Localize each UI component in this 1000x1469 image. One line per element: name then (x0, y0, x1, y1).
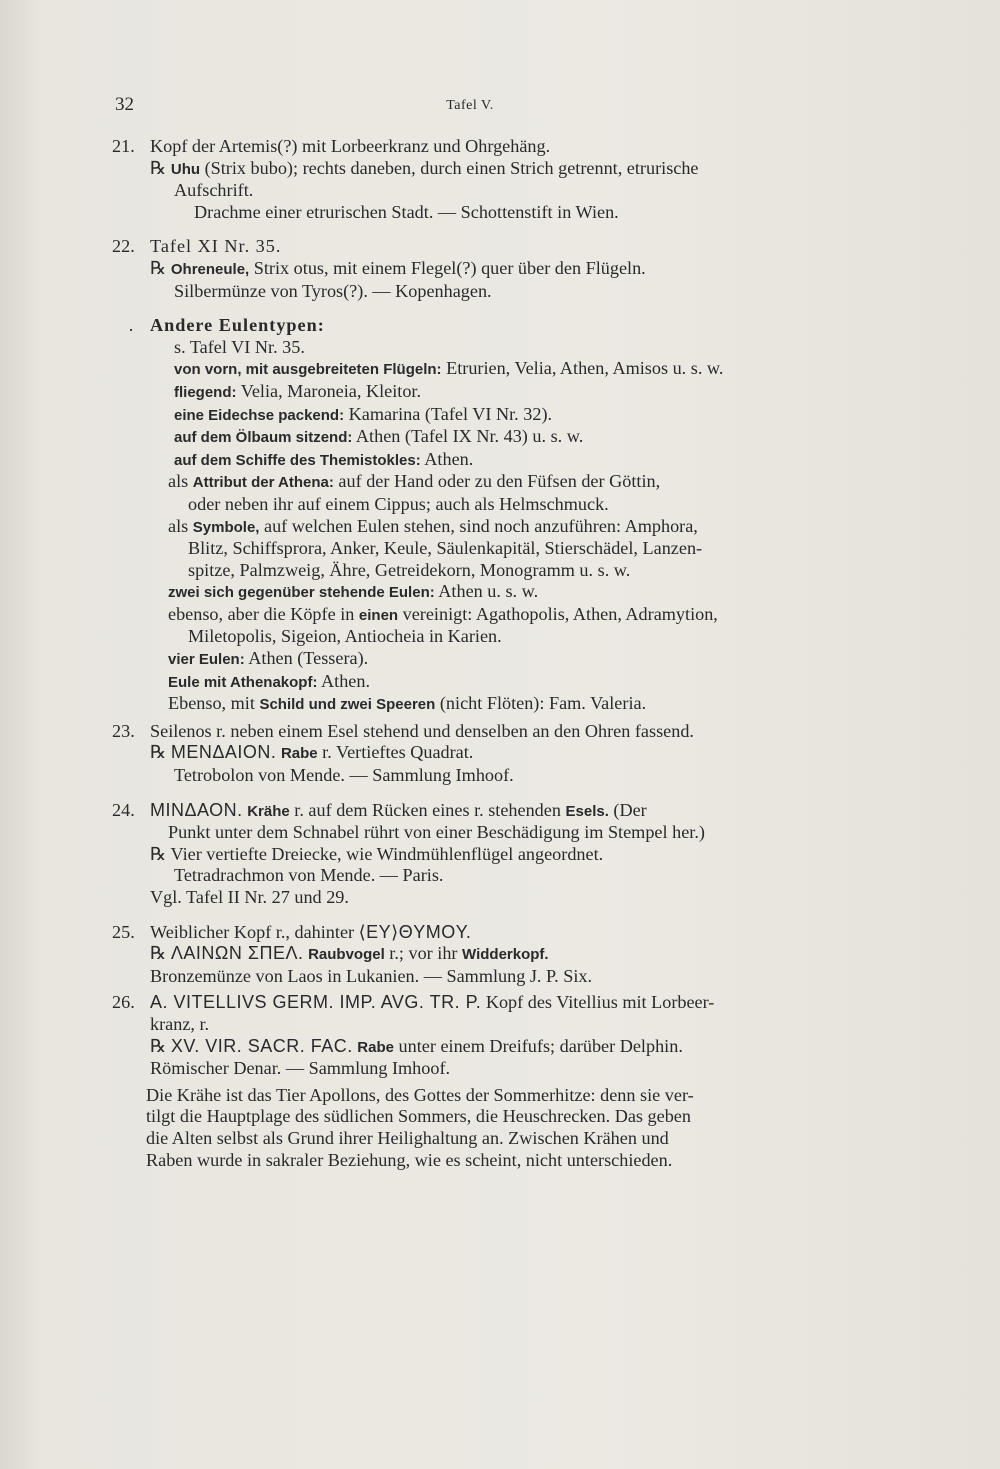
entry-22-line-3: Silbermünze von Tyros(?). — Kopenhagen. (174, 280, 492, 301)
entry-number: 26. (112, 992, 135, 1013)
entry-21 (112, 136, 832, 223)
greek-legend: ⟨EY⟩ΘYMOY. (358, 921, 472, 942)
page-number: 32 (115, 94, 134, 115)
section-heading: Andere Eulentypen: (150, 315, 325, 336)
other-owl-types: . Andere Eulentypen: s. Tafel VI Nr. 35. von vorn, mit ausgebreiteten Flügeln: Etrurien, Velia, Athen, Amisos u. s. w. fliegend: Velia, Maroneia, Kleitor. eine Eidechse packend: Kamarina (Tafel VI Nr. 32). auf dem Ölbaum sitzend: Athen (Tafel IX Nr. 43) u. s. w. auf dem Schiffe des Themistokles: Athen. als Attribut der Athena: auf der Hand oder zu den Füfsen der Göttin, oder neben ihr auf einem Cippus; auch als Helmschmuck. als Symbole, auf welchen Eulen stehen, sind noch anzuführen: Amphora, Blitz, Schiffsprora, Anker, Keule, Säulenkapitäl, Stierschädel, Lanzen- spitze, Palmzweig, Ähre, Getreidekorn, Monogramm u. s. w. zwei sich gegenüber stehende Eulen: Athen u. s. w. ebenso, aber die Köpfe in einen vereinigt: Agathopolis, Athen, Adramytion, Miletopolis, Sigeion, Antiocheia in Karien. vier Eulen: Athen (Tessera). Eule mit Athenakopf: Athen. Ebenso, mit Schild und zwei Speeren (nicht Flöten): Fam. Valeria. (112, 315, 832, 716)
greek-legend: ΜΙΝΔΑΟΝ. (150, 799, 243, 820)
latin-legend: XV. VIR. SACR. FAC. (170, 1035, 353, 1056)
closing-paragraph: Die Krähe ist das Tier Apollons, des Gottes der Sommerhitze: denn sie ver- tilgt die Hauptplage des südlichen Sommers, die Heuschrecken. Das geben die Alten selbst als Grund ihrer Heilighaltung an. Zwischen Krähen und Raben wurde in sakraler Beziehung, wie es scheint, nicht unterschieden. (146, 1084, 694, 1170)
entry-21-line-4: Drachme einer etrurischen Stadt. — Schottenstift in Wien. (194, 201, 619, 222)
entry-number: 21. (112, 136, 135, 156)
entry-22-line-2: ℞ Ohreneule, Strix otus, mit einem Flegel(?) quer über den Flügeln. (150, 257, 646, 278)
running-title: Tafel V. (446, 98, 494, 113)
entry-25: 25. Weiblicher Kopf r., dahinter ⟨EY⟩ΘYMOY. ℞ ΛΑΙΝΩΝ ΣΠΕΛ. Raubvogel r.; vor ihr Widderkopf. Bronzemünze von Laos in Lukanien. — Sammlung J. P. Six. (112, 921, 593, 986)
reverse-symbol: ℞ (150, 742, 167, 763)
reverse-symbol: ℞ (150, 257, 167, 278)
entry-21-line-2: ℞ Uhu (Strix bubo); rechts daneben, durch einen Strich getrennt, etrurische (150, 157, 699, 178)
reverse-symbol: ℞ (150, 1035, 167, 1056)
entry-number: 25. (112, 921, 135, 942)
bold-term: Uhu (170, 160, 201, 178)
entry-24: 24. ΜΙΝΔΑΟΝ. Krähe r. auf dem Rücken eines r. stehenden Esels. (Der Punkt unter dem Schnabel rührt von einer Beschädigung im Stempel her.) ℞ Vier vertiefte Dreiecke, wie Windmühlenflügel angeordnet. Tetradrachmon von Mende. — Paris. Vgl. Tafel II Nr. 27 und 29. (112, 799, 705, 907)
entry-number: 24. (112, 799, 135, 820)
reverse-symbol: ℞ (150, 157, 167, 178)
reverse-symbol: ℞ (150, 843, 167, 864)
entry-21-line-3: Aufschrift. (174, 180, 254, 201)
entry-22-line-1: 22. Tafel XI Nr. 35. (112, 236, 282, 257)
page-content (112, 136, 832, 1176)
page-header (0, 94, 1000, 124)
entry-21-line-1: 21. Kopf der Artemis(?) mit Lorbeerkranz und Ohrgehäng. (112, 136, 551, 156)
greek-legend: MENΔAION. (170, 742, 277, 763)
entry-number: 23. (112, 720, 135, 741)
latin-legend: A. VITELLIVS GERM. IMP. AVG. TR. P. (150, 992, 482, 1013)
entry-22 (112, 236, 832, 302)
reverse-symbol: ℞ (150, 943, 167, 964)
entry-26: 26. A. VITELLIVS GERM. IMP. AVG. TR. P. Kopf des Vitellius mit Lorbeer- kranz, r. ℞ XV. VIR. SACR. FAC. Rabe unter einem Dreifufs; darüber Delphin. Römischer Denar. — Sammlung Imhoof. (112, 992, 715, 1079)
entry-number: 22. (112, 236, 135, 257)
greek-legend: ΛΑΙΝΩΝ ΣΠΕΛ. (170, 943, 304, 964)
bold-term: Ohreneule, (170, 260, 250, 278)
other-owl-types-heading: . Andere Eulentypen: (128, 315, 325, 336)
entry-23: 23. Seilenos r. neben einem Esel stehend und denselben an den Ohren fassend. ℞ MENΔAION. Rabe r. Vertieftes Quadrat. Tetrobolon von Mende. — Sammlung Imhoof. (112, 720, 694, 786)
